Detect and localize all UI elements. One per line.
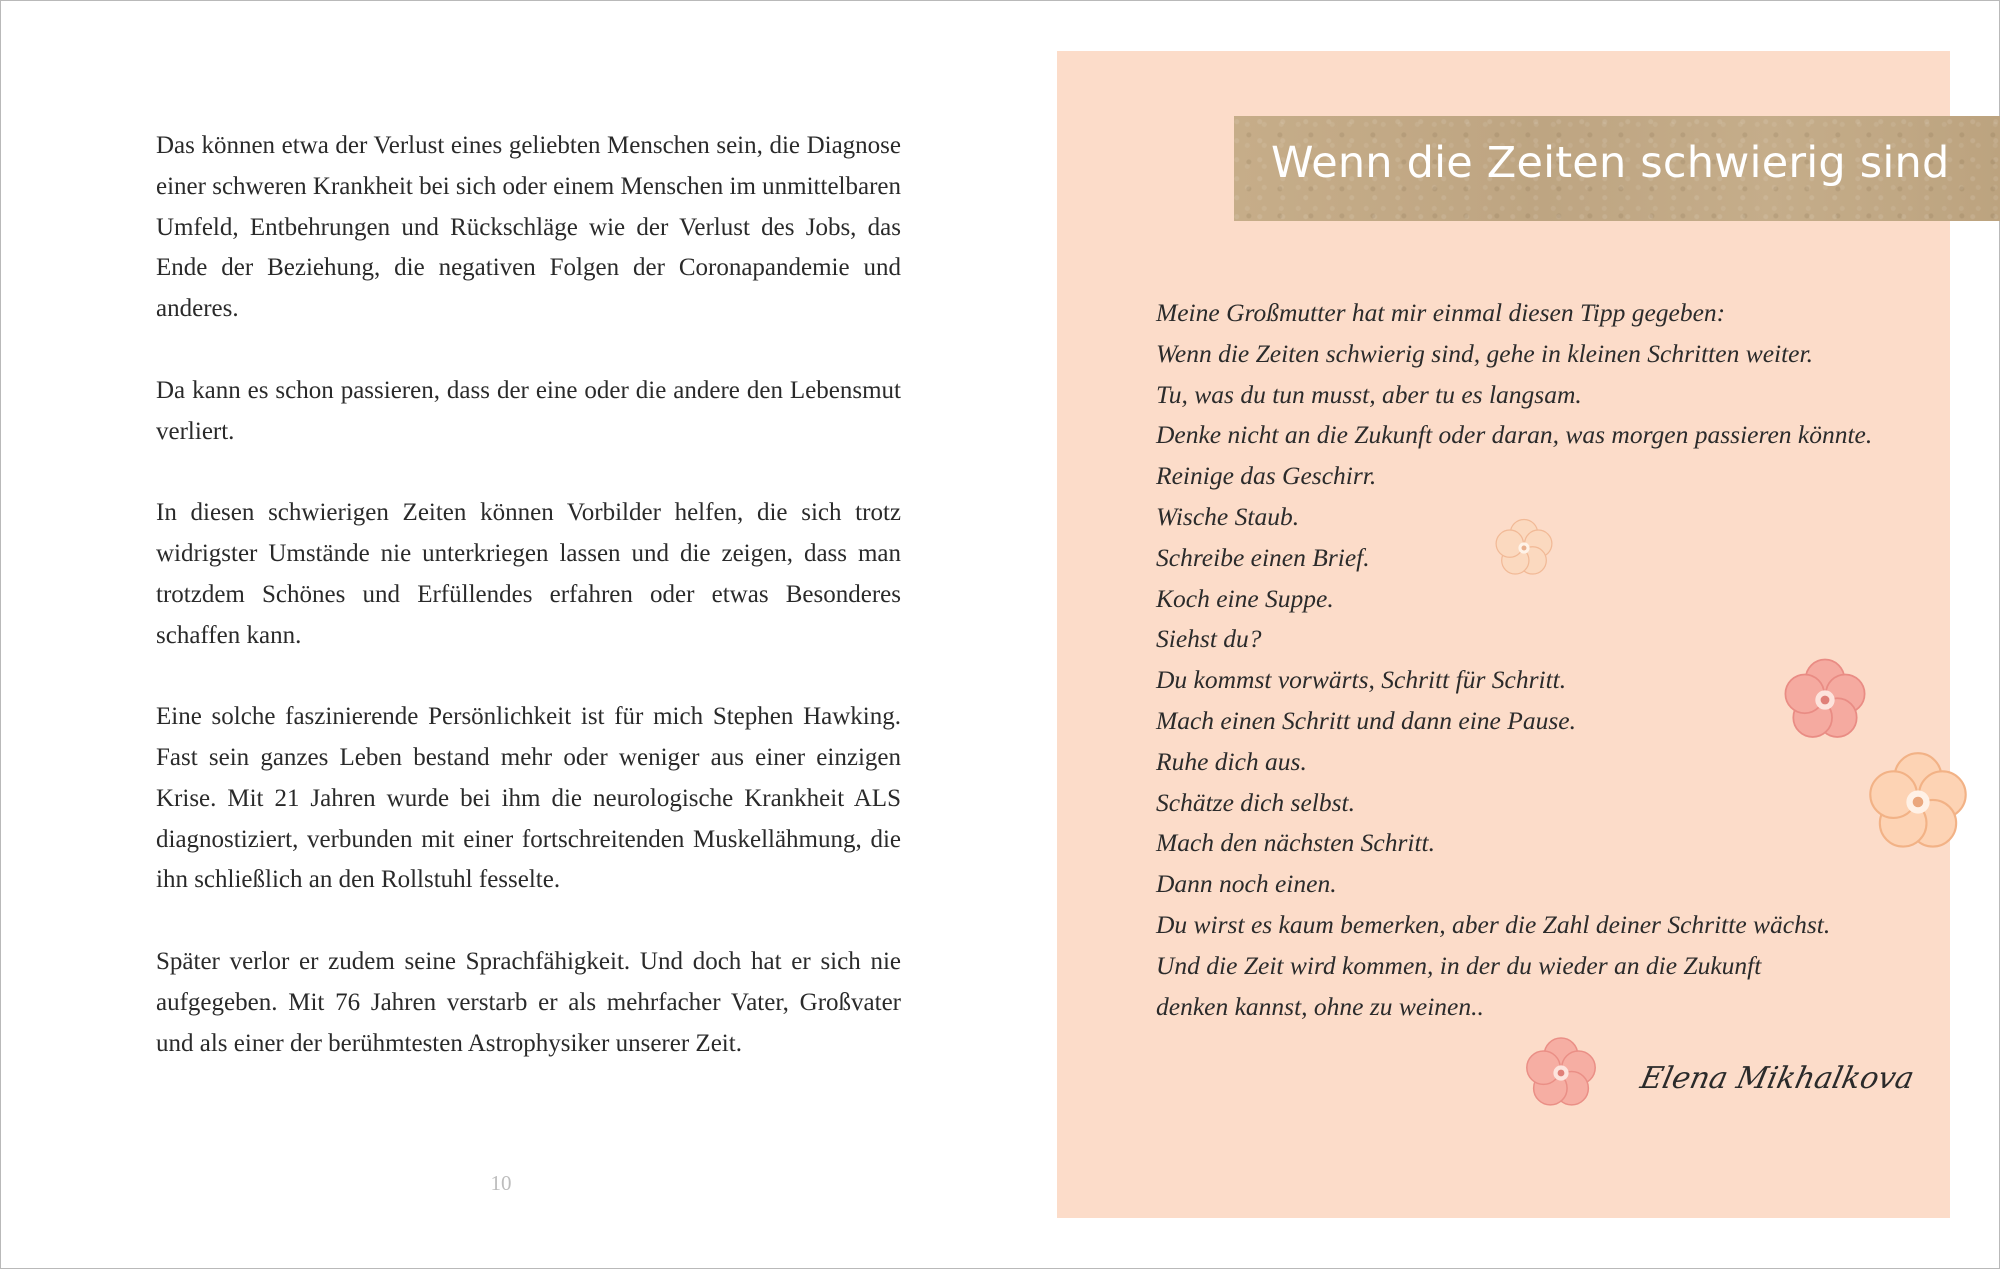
poem-line: denken kannst, ohne zu weinen.. [1156, 991, 1484, 1021]
paragraph: Das können etwa der Verlust eines geliebten Menschen sein, die Diagnose einer schweren Krankheit bei sich oder einem Menschen im unmittelbaren Umfeld, Entbehrungen und Rückschläge wie der Verlust des Jobs, das Ende der Beziehung, die negativen Folgen der Coronapandemie und anderes. [156, 132, 901, 323]
poem-line: Tu, was du tun musst, aber tu es langsam. [1156, 379, 1582, 409]
paragraph: Da kann es schon passieren, dass der eine oder die andere den Lebensmut verliert. [156, 376, 901, 445]
page-number: 10 [490, 1171, 512, 1195]
poem-line: Meine Großmutter hat mir einmal diesen Tipp gegeben: [1156, 298, 1726, 327]
flower-icon [1493, 517, 1555, 579]
poem-line: Du kommst vorwärts, Schritt für Schritt. [1156, 665, 1567, 695]
poem-line: Koch eine Suppe. [1156, 583, 1334, 613]
poem-line: Schätze dich selbst. [1156, 787, 1356, 817]
flower-icon [1523, 1035, 1599, 1111]
poem-line: Denke nicht an die Zukunft oder daran, was morgen passieren könnte. [1156, 420, 1873, 450]
poem-line: Dann noch einen. [1156, 869, 1337, 899]
poem-line: Siehst du? [1156, 624, 1262, 654]
poem-line: Und die Zeit wird kommen, in der du wieder an die Zukunft [1156, 950, 1762, 980]
poem-line: Mach einen Schritt und dann eine Pause. [1156, 705, 1576, 735]
poem-line: Wische Staub. [1156, 501, 1300, 531]
paragraph: In diesen schwierigen Zeiten können Vorbilder helfen, die sich trotz widrigster Umstände nie unterkriegen lassen und die zeigen, dass man trotzdem Schönes und Erfüllendes erfahren oder etwas Besonderes schaffen kann. [156, 499, 901, 649]
poem-line: Reinige das Geschirr. [1156, 461, 1377, 491]
flower-icon [1865, 749, 1971, 855]
poem-line: Ruhe dich aus. [1156, 746, 1307, 776]
left-page-text [156, 126, 901, 1105]
poem-line: Mach den nächsten Schritt. [1156, 828, 1436, 858]
signature: Elena Mikhalkova [1637, 1061, 1918, 1096]
poem-line: Du wirst es kaum bemerken, aber die Zahl deiner Schritte wächst. [1156, 909, 1831, 939]
flower-icon [1781, 656, 1869, 744]
paragraph: Eine solche faszinierende Persönlichkeit ist für mich Stephen Hawking. Fast sein ganzes Leben bestand mehr oder weniger aus einer einzigen Krise. Mit 21 Jahren wurde bei ihm die neurologische Krankheit ALS diagnostiziert, verbunden mit einer fortschreitenden Muskellähmung, die ihn schließlich an den Rollstuhl fesselte. [156, 703, 901, 894]
panel-title: Wenn die Zeiten schwierig sind [1271, 138, 1950, 188]
poem-line: Schreibe einen Brief. [1156, 542, 1370, 572]
paragraph: Später verlor er zudem seine Sprachfähigkeit. Und doch hat er sich nie aufgegeben. Mit 76 Jahren verstarb er als mehrfacher Vater, Großvater und als einer der berühmtesten Astrophysiker unserer Zeit. [156, 947, 901, 1057]
poem-line: Wenn die Zeiten schwierig sind, gehe in kleinen Schritten weiter. [1156, 338, 1813, 368]
